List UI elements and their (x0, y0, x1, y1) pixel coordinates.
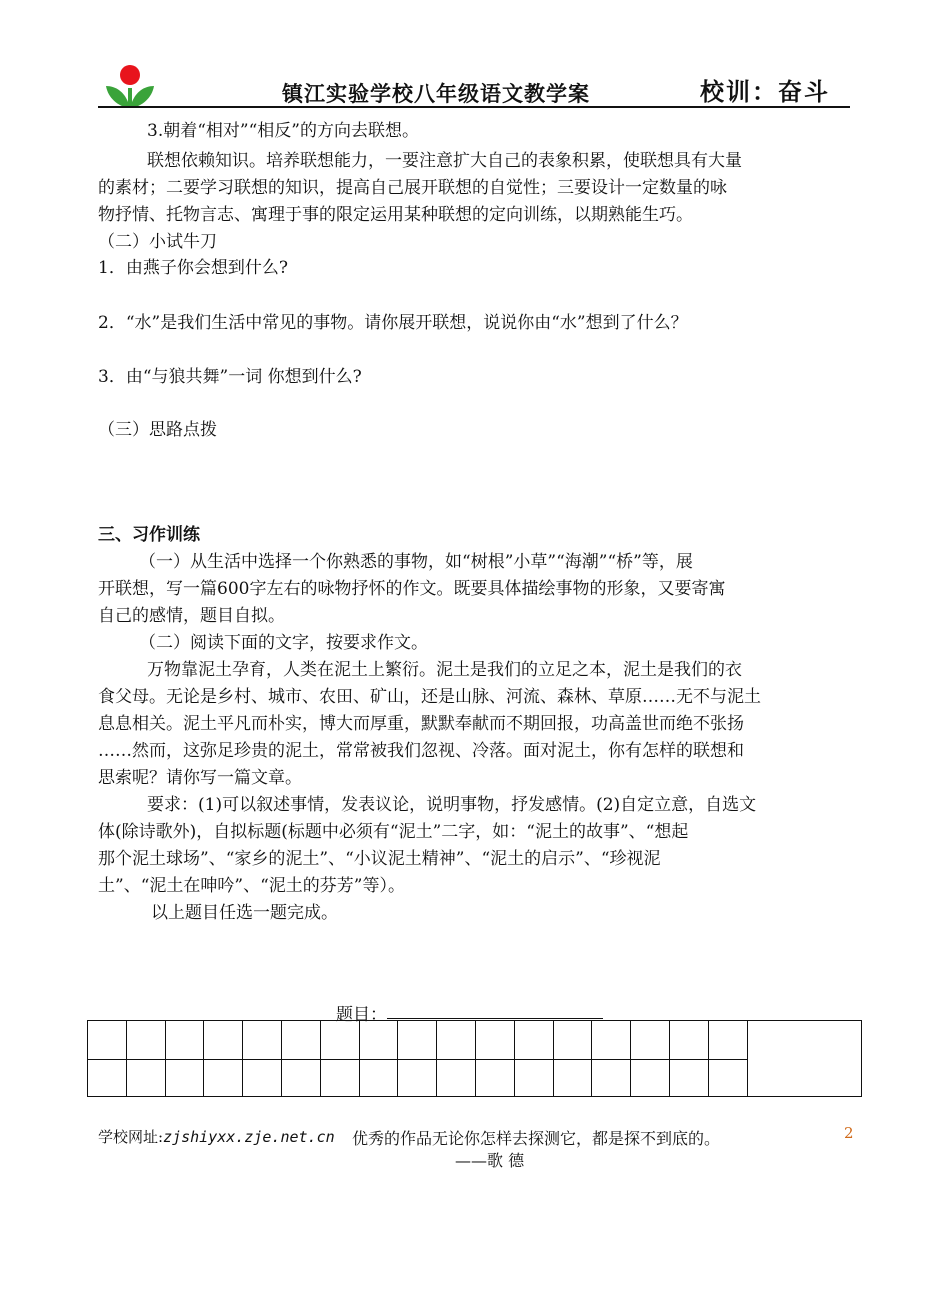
association-paragraph-line-3: 物抒情、托物言志、寓理于事的限定运用某种联想的定向训练，以期熟能生巧。 (98, 205, 693, 225)
practice-question-2: 2．“水”是我们生活中常见的事物。请你展开联想，说说你由“水”想到了什么？ (98, 313, 688, 333)
grid-cell[interactable] (204, 1021, 243, 1059)
grid-cell[interactable] (476, 1021, 515, 1059)
grid-cell[interactable] (243, 1021, 282, 1059)
grid-cell[interactable] (437, 1021, 476, 1059)
grid-cell[interactable] (631, 1021, 670, 1059)
association-paragraph-line-2: 的素材；二要学习联想的知识，提高自己展开联想的自觉性；三要设计一定数量的咏 (98, 178, 727, 198)
grid-cell[interactable] (592, 1059, 631, 1097)
grid-cell[interactable] (166, 1059, 205, 1097)
subsection-practice-heading: （二）小试牛刀 (98, 232, 217, 252)
grid-cell[interactable] (515, 1059, 554, 1097)
task1-line-2: 开联想，写一篇600字左右的咏物抒怀的作文。既要具体描绘事物的形象，又要寄寓 (98, 579, 726, 599)
requirements-line-4: 土”、“泥土在呻吟”、“泥土的芬芳”等）。 (98, 876, 405, 896)
grid-cell[interactable] (398, 1021, 437, 1059)
grid-cell[interactable] (360, 1021, 399, 1059)
requirements-line-2: 体(除诗歌外)，自拟标题(标题中必须有“泥土”二字，如：“泥土的故事”、“想起 (98, 822, 689, 842)
grid-cell[interactable] (476, 1059, 515, 1097)
choose-one-instruction: 以上题目任选一题完成。 (151, 903, 338, 923)
grid-cell[interactable] (243, 1059, 282, 1097)
grid-cell[interactable] (670, 1059, 709, 1097)
page-number: 2 (844, 1124, 854, 1142)
footer-quote-author: ——歌 德 (455, 1151, 525, 1170)
grid-cell[interactable] (437, 1059, 476, 1097)
association-paragraph-line-1: 联想依赖知识。培养联想能力，一要注意扩大自己的表象积累，使联想具有大量 (147, 151, 742, 171)
school-motto: 校训：奋斗 (700, 77, 830, 106)
grid-cell[interactable] (127, 1059, 166, 1097)
requirements-line-3: 那个泥土球场”、“家乡的泥土”、“小议泥土精神”、“泥土的启示”、“珍视泥 (98, 849, 661, 869)
method-item-3: 3.朝着“相对”“相反”的方向去联想。 (147, 121, 419, 141)
grid-cell[interactable] (592, 1021, 631, 1059)
task1-line-1: （一）从生活中选择一个你熟悉的事物，如“树根”小草”“海潮”“桥”等，展 (139, 552, 693, 572)
grid-cell[interactable] (127, 1021, 166, 1059)
task1-line-3: 自己的感情，题目自拟。 (98, 606, 285, 626)
practice-question-1: 1．由燕子你会想到什么? (98, 258, 288, 278)
writing-grid-row (88, 1059, 748, 1097)
passage-line-3: 息息相关。泥土平凡而朴实，博大而厚重，默默奉献而不期回报，功高盖世而绝不张扬 (98, 714, 744, 734)
grid-cell[interactable] (709, 1059, 748, 1097)
grid-cell[interactable] (282, 1059, 321, 1097)
grid-cell[interactable] (88, 1059, 127, 1097)
grid-cell[interactable] (554, 1021, 593, 1059)
topic-label: 题目： (336, 1005, 387, 1025)
grid-cell[interactable] (88, 1021, 127, 1059)
writing-grid-row (88, 1021, 748, 1060)
school-logo (104, 62, 156, 110)
grid-cell[interactable] (554, 1059, 593, 1097)
header-divider (98, 106, 850, 108)
task2-heading: （二）阅读下面的文字，按要求作文。 (139, 633, 428, 653)
passage-line-1: 万物靠泥土孕育，人类在泥土上繁衍。泥土是我们的立足之本，泥土是我们的衣 (147, 660, 742, 680)
grid-cell[interactable] (321, 1021, 360, 1059)
passage-line-5: 思索呢？请你写一篇文章。 (98, 768, 302, 788)
passage-line-4: ……然而，这弥足珍贵的泥土，常常被我们忽视、冷落。面对泥土，你有怎样的联想和 (98, 741, 744, 761)
site-url-link[interactable]: zjshiyxx.zje.net.cn (163, 1128, 335, 1146)
grid-cell[interactable] (166, 1021, 205, 1059)
section-writing-practice-heading: 三、习作训练 (98, 525, 200, 545)
document-header-title: 镇江实验学校八年级语文教学案 (282, 81, 590, 106)
passage-line-2: 食父母。无论是乡村、城市、农田、矿山，还是山脉、河流、森林、草原……无不与泥土 (98, 687, 761, 707)
writing-grid[interactable] (87, 1020, 862, 1097)
footer-site (98, 1126, 335, 1147)
site-label: 学校网址: (98, 1128, 164, 1146)
topic-input-line[interactable] (387, 1018, 603, 1019)
grid-cell[interactable] (670, 1021, 709, 1059)
grid-cell[interactable] (321, 1059, 360, 1097)
grid-cell[interactable] (282, 1021, 321, 1059)
grid-cell[interactable] (515, 1021, 554, 1059)
footer-quote: 优秀的作品无论你怎样去探测它，都是探不到底的。 (352, 1129, 721, 1148)
practice-question-3: 3．由“与狼共舞”一词 你想到什么? (98, 367, 362, 387)
grid-cell[interactable] (360, 1059, 399, 1097)
subsection-hints-heading: （三）思路点拨 (98, 420, 217, 440)
grid-cell[interactable] (398, 1059, 437, 1097)
requirements-line-1: 要求：(1)可以叙述事情，发表议论，说明事物，抒发感情。(2)自定立意，自选文 (147, 795, 757, 815)
grid-cell[interactable] (709, 1021, 748, 1059)
grid-cell[interactable] (631, 1059, 670, 1097)
grid-cell[interactable] (204, 1059, 243, 1097)
